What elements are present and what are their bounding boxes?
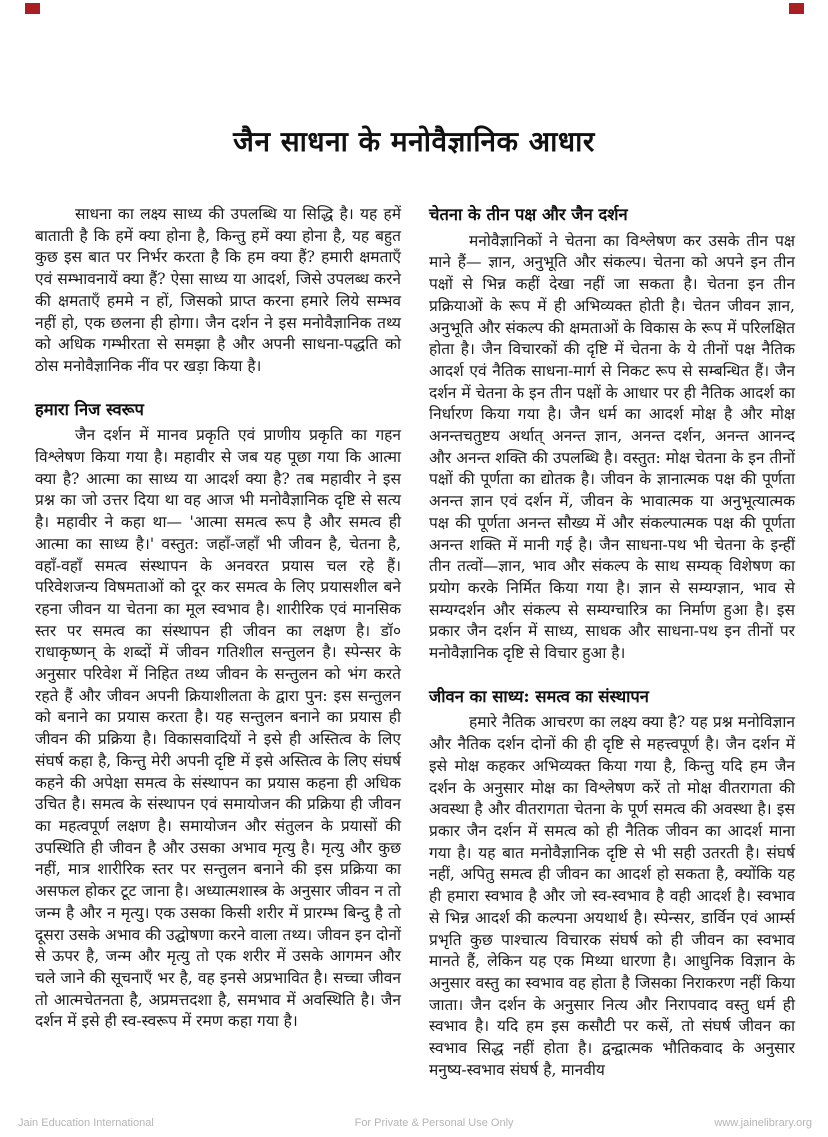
scan-footer — [0, 1117, 828, 1129]
page-title: जैन साधना के मनोवैज्ञानिक आधार — [233, 125, 595, 158]
footer-website-text: www.jainelibrary.org — [714, 1117, 812, 1129]
section-body-three-aspects-of-consciousness: मनोवैज्ञानिकों ने चेतना का विश्लेषण कर उसके तीन पक्ष माने हैं— ज्ञान, अनुभूति और संकल्प। चेतना को अपने इन तीन पक्षों से भिन्न कहीं देखा नहीं जा सकता है। चेतना इन तीन प्रक्रियाओं के रूप में ही अभिव्यक्त होती है। चेतन जीवन ज्ञान, अनुभूति और संकल्प की क्षमताओं के विकास के रूप में परिलक्षित होता है। जैन विचारकों की दृष्टि में चेतना के ये तीनों पक्ष नैतिक आदर्श एवं नैतिक साधना-मार्ग से निकट रूप से सम्बन्धित हैं। जैन दर्शन में चेतना के इन तीन पक्षों के आधार पर ही नैतिक आदर्श का निर्धारण किया गया है। जैन धर्म का आदर्श मोक्ष है और मोक्ष अनन्तचतुष्टय अर्थात् अनन्त ज्ञान, अनन्त दर्शन, अनन्त आनन्द और अनन्त शक्ति की उपलब्धि है। वस्तुत: मोक्ष चेतना के इन तीनों पक्षों की पूर्णता का द्योतक है। जीवन के ज्ञानात्मक पक्ष की पूर्णता अनन्त ज्ञान एवं दर्शन में, जीवन के भावात्मक या अनुभूत्यात्मक पक्ष की पूर्णता अनन्त सौख्य में और संकल्पात्मक पक्ष की पूर्णता अनन्त शक्ति में मानी गई है। जैन साधना-पथ भी चेतना के इन्हीं तीन तत्वों—ज्ञान, भाव और संकल्प के साथ सम्यक् विशेषण का प्रयोग करके निर्मित किया गया है। ज्ञान से सम्यग्ज्ञान, भाव से सम्यग्दर्शन और संकल्प से सम्यग्चारित्र का निर्माण हुआ है। इस प्रकार जैन दर्शन में साध्य, साधक और साधना-पथ इन तीनों पर मनोवैज्ञानिक दृष्टि से विचार हुआ है। — [429, 231, 795, 663]
intro-paragraph: साधना का लक्ष्य साध्य की उपलब्धि या सिद्धि है। यह हमें बाताती है कि हमें क्या होना है, किन्तु हमें क्या होना है, यह बहुत कुछ इस बात पर निर्भर करता है कि हम क्या हैं? हमारी क्षमताएँ एवं सम्भावनायें क्या हैं? ऐसा साध्य या आदर्श, जिसे उपलब्ध करने की क्षमताएँ हममे न हों, जिसको प्राप्त करना हमारे लिये सम्भव नहीं हो, एक छलना ही होगा। जैन दर्शन ने इस मनोवैज्ञानिक तथ्य को अधिक गम्भीरता से समझा है और अपनी साधना-पद्धति को ठोस मनोवैज्ञानिक नींव पर खड़ा किया है। — [35, 205, 401, 375]
section-heading-our-own-nature: हमारा निज स्वरूप — [35, 399, 144, 419]
section-body-our-own-nature: जैन दर्शन में मानव प्रकृति एवं प्राणीय प्रकृति का गहन विश्लेषण किया गया है। महावीर से जब यह पूछा गया कि आत्मा क्या है? आत्मा का साध्य या आदर्श क्या है? तब महावीर ने इस प्रश्न का जो उत्तर दिया था वह आज भी मनोवैज्ञानिक दृष्टि से सत्य है। महावीर ने कहा था— 'आत्मा समत्व रूप है और समत्व ही आत्मा का साध्य है।' वस्तुत: जहाँ-जहाँ भी जीवन है, चेतना है, वहाँ-वहाँ समत्व संस्थापन के अनवरत प्रयास चल रहे हैं। परिवेशजन्य विषमताओं को दूर कर समत्व के लिए प्रयासशील बने रहना जीवन या चेतना का मूल स्वभाव है। शारीरिक एवं मानसिक स्तर पर समत्व का संस्थापन ही जीवन का लक्षण है। डॉ० राधाकृष्णन् के शब्दों में जीवन गतिशील सन्तुलन है। स्पेन्सर के अनुसार परिवेश में निहित तथ्य जीवन के सन्तुलन को भंग करते रहते हैं और जीवन अपनी क्रियाशीलता के द्वारा पुन: इस सन्तुलन को बनाने का प्रयास करता है। यह सन्तुलन बनाने का प्रयास ही जीवन की प्रक्रिया है। विकासवादियों ने इसे ही अस्तित्व के लिए संघर्ष कहा है, किन्तु मेरी अपनी दृष्टि में इसे अस्तित्व के लिए संघर्ष कहने की अपेक्षा समत्व के संस्थापन का प्रयास कहना ही अधिक उचित है। समत्व के संस्थापन एवं समायोजन की प्रक्रिया ही जीवन का महत्वपूर्ण लक्षण है। समायोजन और संतुलन के प्रयासों की उपस्थिति ही जीवन है और उसका अभाव मृत्यु है। मृत्यु और कुछ नहीं, मात्र शारीरिक स्तर पर सन्तुलन बनाने की इस प्रक्रिया का असफल होकर टूट जाना है। अध्यात्मशास्त्र के अनुसार जीवन न तो जन्म है और न मृत्यु। एक उसका किसी शरीर में प्रारम्भ बिन्दु है तो दूसरा उसके अभाव की उद्घोषणा करने वाला तथ्य। जीवन इन दोनों से ऊपर है, जन्म और मृत्यु तो एक शरीर में उसके आगमन और चले जाने की सूचनाएँ भर है, वह इनसे अप्रभावित है। सच्चा जीवन तो आत्मचेतनता है, अप्रमत्तदशा है, समभाव में अवस्थिति है। जैन दर्शन में इसे ही स्व-स्वरूप में रमण कहा गया है। — [35, 426, 401, 1031]
right-column — [429, 204, 795, 1081]
left-column — [35, 204, 401, 1081]
section-heading-goal-of-life-equanimity: जीवन का साध्य: समत्व का संस्थापन — [429, 686, 649, 706]
footer-usage-notice: For Private & Personal Use Only — [354, 1117, 514, 1129]
section-body-goal-of-life-equanimity: हमारे नैतिक आचरण का लक्ष्य क्या है? यह प्रश्न मनोविज्ञान और नैतिक दर्शन दोनों की ही दृष्टि से महत्त्वपूर्ण है। जैन दर्शन में इसे मोक्ष कहकर अभिव्यक्त किया गया है, किन्तु यदि हम जैन दर्शन के अनुसार मोक्ष का विश्लेषण करें तो मोक्ष वीतरागता की अवस्था है और वीतरागता चेतना के पूर्ण समत्व की अवस्था है। इस प्रकार जैन दर्शन में समत्व को ही नैतिक जीवन का आदर्श माना गया है। यह बात मनोवैज्ञानिक दृष्टि से भी सही उतरती है। संघर्ष नहीं, अपितु समत्व ही जीवन का आदर्श हो सकता है, क्योंकि यह ही हमारा स्वभाव है और जो स्व-स्वभाव है वही आदर्श है। स्वभाव से भिन्न आदर्श की कल्पना अयथार्थ है। स्पेन्सर, डार्विन एवं आर्म्स प्रभृति कुछ पाश्चात्य विचारक संघर्ष को ही जीवन का स्वभाव मानते हैं, लेकिन यह एक मिथ्या धारणा है। आधुनिक विज्ञान के अनुसार वस्तु का स्वभाव वह होता है जिसका निराकरण नहीं किया जाता। जैन दर्शन के अनुसार नित्य और निरापवाद वस्तु धर्म ही स्वभाव है। यदि हम इस कसौटी पर कसें, तो संघर्ष जीवन का स्वभाव सिद्ध नहीं होता है। द्वन्द्वात्मक भौतिकवाद के अनुसार मनुष्य-स्वभाव संघर्ष है, मानवीय — [429, 713, 795, 1079]
footer-publisher-text: Jain Education International — [18, 1117, 154, 1129]
red-corner-mark-left — [25, 3, 40, 14]
two-column-text-layout — [0, 204, 828, 1081]
red-corner-mark-right — [789, 3, 804, 14]
section-heading-three-aspects-of-consciousness: चेतना के तीन पक्ष और जैन दर्शन — [429, 205, 628, 224]
